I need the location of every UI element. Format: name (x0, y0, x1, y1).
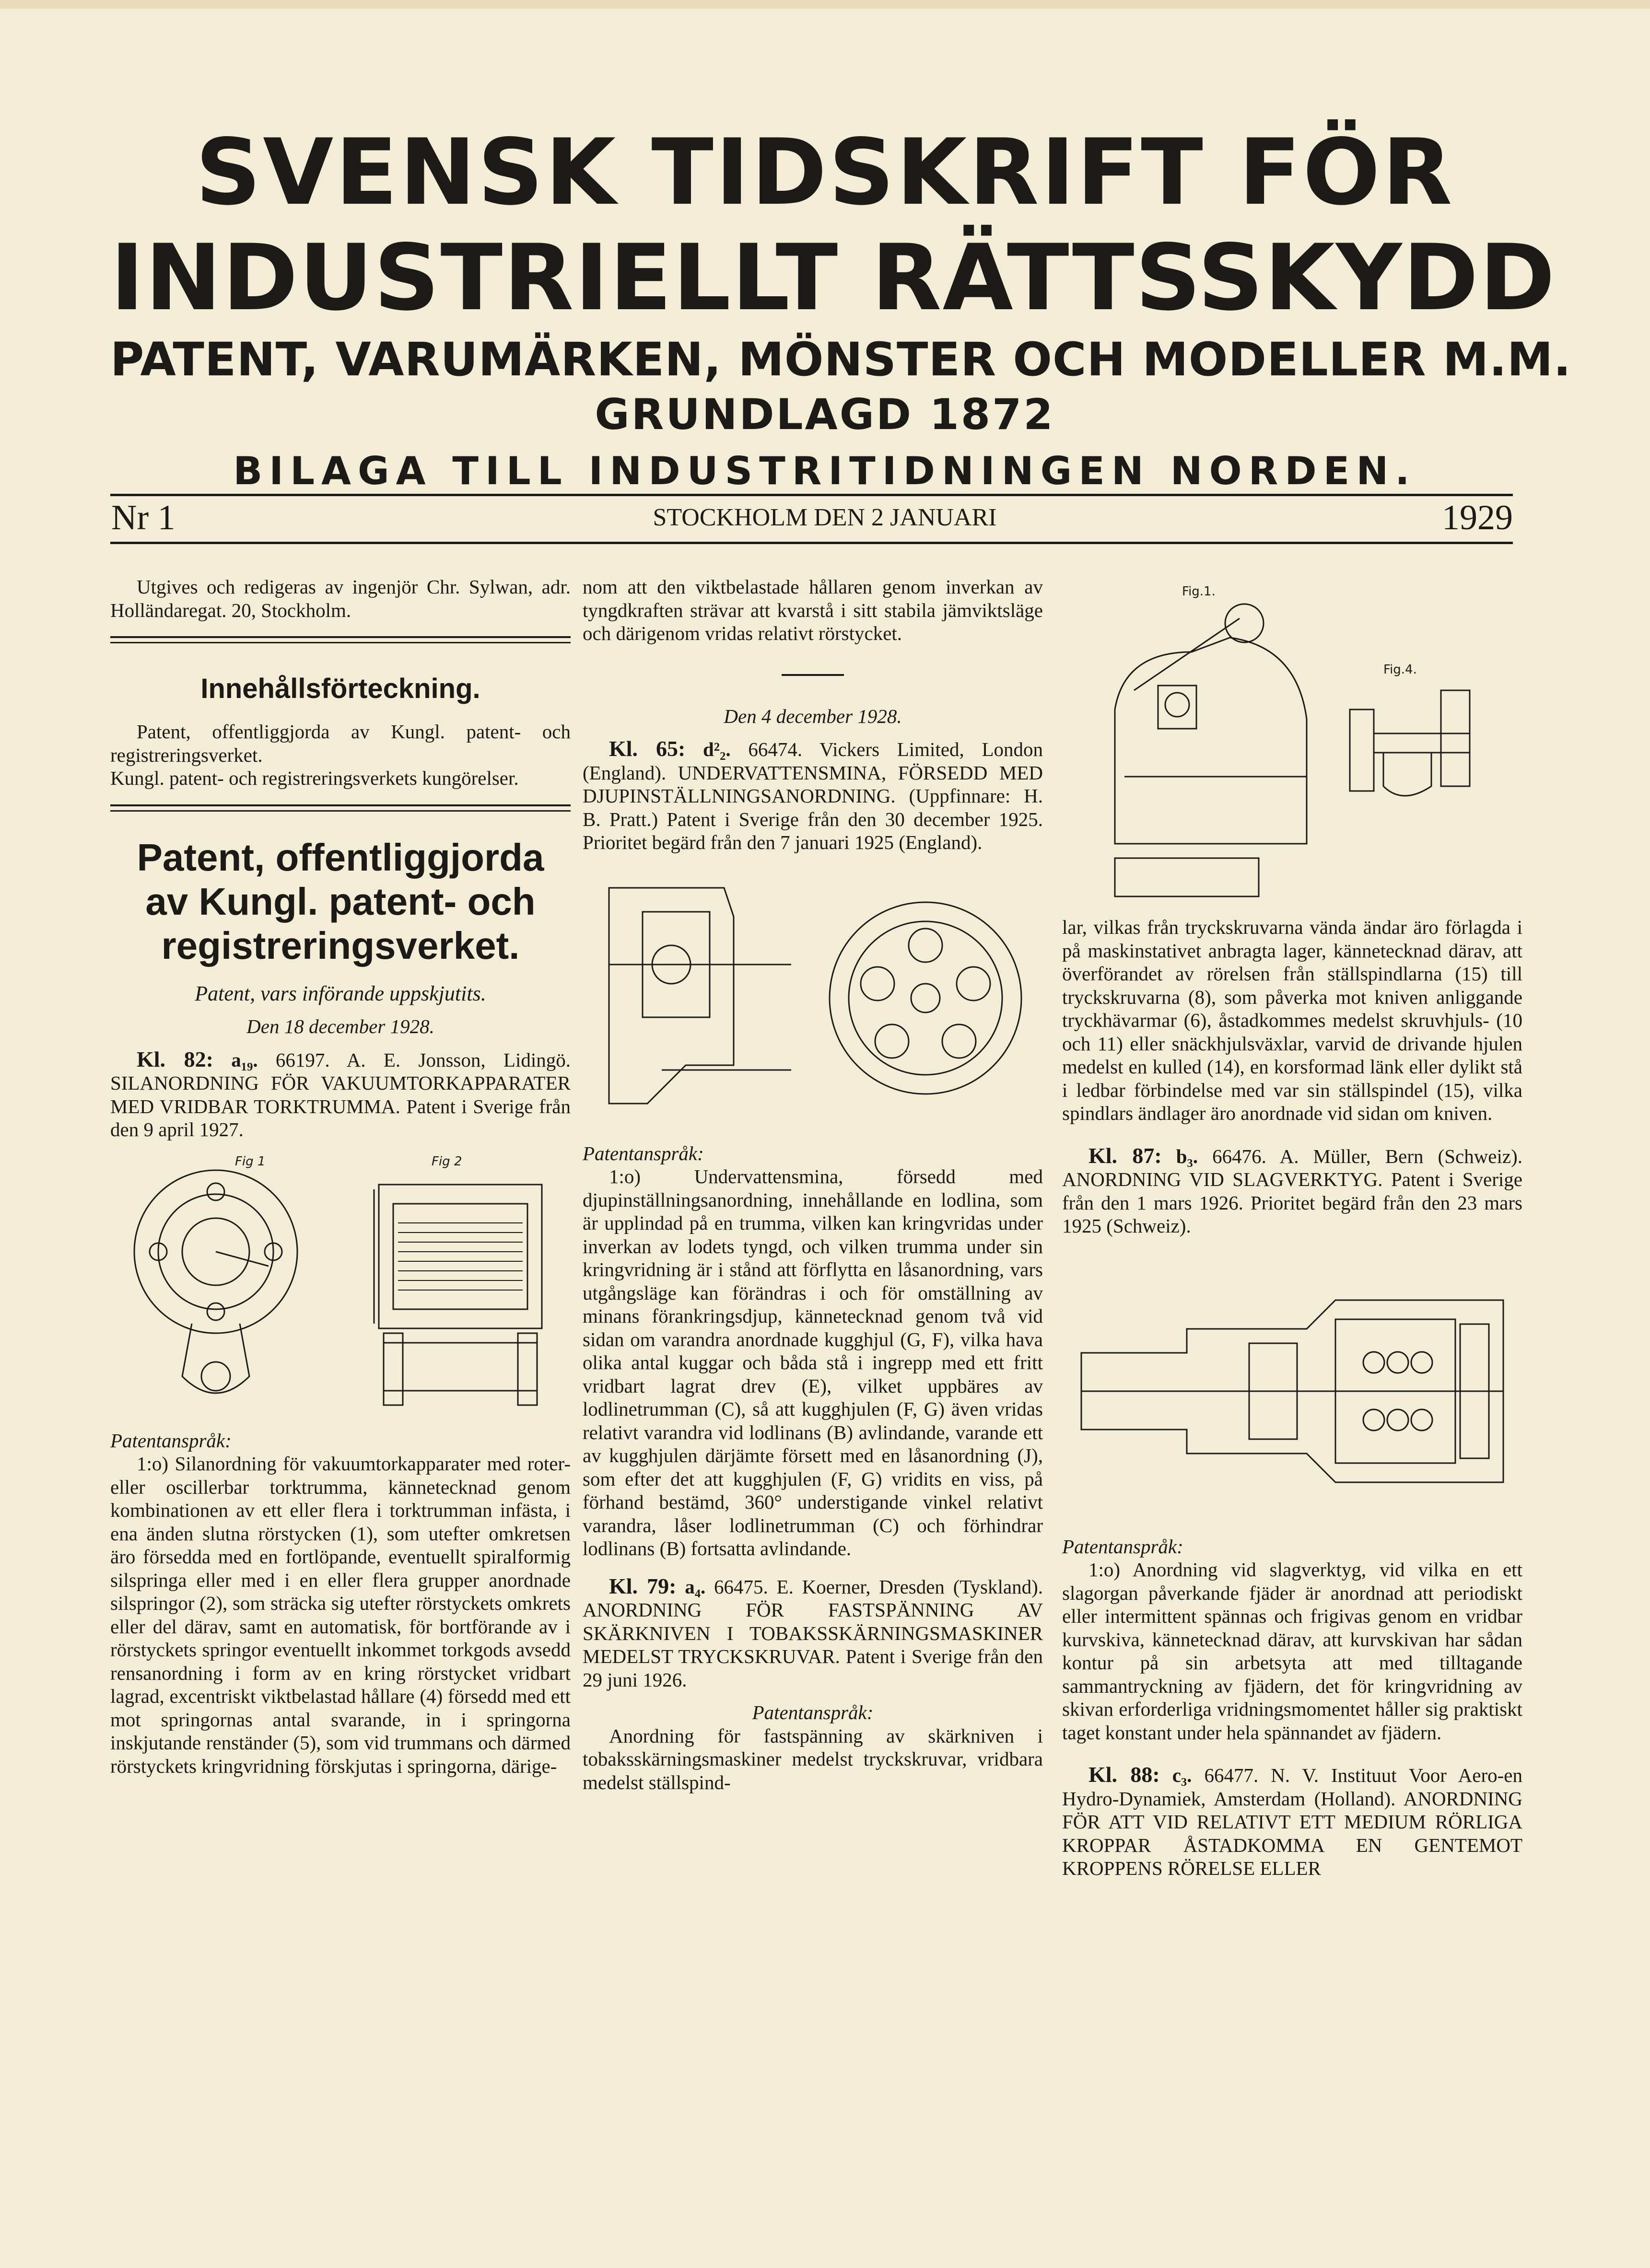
claims-heading: Patentanspråk: (583, 1142, 704, 1164)
figure-label: Fig.4. (1383, 663, 1417, 677)
issue-number: Nr 1 (111, 498, 176, 537)
patent-subclass: a₁₉. (231, 1048, 258, 1071)
vacuum-dryer-figure (125, 1151, 556, 1419)
patent-class: Kl. 87: (1088, 1143, 1162, 1168)
column-2 (583, 575, 1043, 1794)
percussion-tool-figure (1067, 1257, 1518, 1525)
date-heading: Den 18 december 1928. (246, 1015, 434, 1037)
issue-year: 1929 (1442, 498, 1513, 537)
section-heading-line3: registreringsverket. (161, 924, 520, 967)
section-heading-line1: Patent, offentliggjorda (137, 836, 544, 879)
column-1 (110, 575, 571, 1778)
patent-subclass: c₃. (1172, 1764, 1192, 1786)
toc-heading: Innehållsförteckning. (200, 673, 480, 704)
patent-entry-text: 66477. N. V. Instituut Voor Aero-en Hydro-Dynamiek, Amsterdam (Holland). ANORDNING FÖR ATT VID RELATIVT ETT MEDIUM RÖRLIGA KROPPAR ÅSTADKOMMA EN GENTEMOT KROPPENS RÖRELSE ELLER (1062, 1764, 1522, 1879)
date-heading: Den 4 december 1928. (724, 705, 902, 727)
patent-subclass: d²₂. (703, 738, 731, 760)
toc-item-1: Patent, offentliggjorda av Kungl. patent- och registreringsverket. (110, 721, 571, 766)
masthead-rule (110, 494, 1513, 496)
patent-subclass: b₃. (1176, 1145, 1198, 1167)
section-subheading: Patent, vars införande uppskjutits. (195, 981, 486, 1005)
figure-label: Fig.1. (1182, 584, 1216, 599)
patent-class: Kl. 88: (1088, 1762, 1160, 1787)
claims-text: 1:o) Undervattensmina, försedd med djupinställningsanordning, innehållande en lodlina, som är upplindad på en trumma, vilken kan kringvridas under inverkan av lodets tyngd, och vilken trumma under sin kringvridning är i stånd att förflytta en låsanordning, vars utgångsläge kan förändras i och för omställning av minans förankringsdjup, kännetecknad genom två vid sidan om varandra anordnade kugghjul (G, F), vilka hava olika antal kuggar och båda stå i ingrepp med ett fritt vridbart lagrat drev (E), vilket uppbäres av lodlinetrumman (C), så att kugghjulen (F, G) även vridas relativt varandra vid lodlinans (B) avlindande, varande ett av kugghjulen därjämte försett med en låsanordning (J), som efter det att kugghjulen (F, G) vridits en viss, på förhand bestämd, 360° understigande vinkel relativt varandra, låser lodlinetrumman (C) och förhindrar lodlinans (B) fortsatta avlindande. (583, 1165, 1043, 1559)
patent-class: Kl. 79: (609, 1573, 677, 1598)
patent-class: Kl. 65: (609, 736, 686, 761)
patent-subclass: a₄. (685, 1575, 706, 1598)
issue-place-date: STOCKHOLM DEN 2 JANUARI (653, 504, 997, 531)
underwater-mine-figure (590, 864, 1036, 1132)
claims-heading: Patentanspråk: (110, 1429, 232, 1452)
claims-text: 1:o) Anordning vid slagverktyg, vid vilka en ett slagorgan påverkande fjäder är anordnad att periodiskt eller intermittent spännas och frigivas genom en vridbar kurvskiva, kännetecknad därav, att kurvskivan har sådan kontur på sin arbetsyta att med tilltagande sammantryckning av fjädern, det för kringvridning av skivan erforderliga vridningsmomentet håller sig praktiskt taget konstant under hela spännandet av fjädern. (1062, 1559, 1522, 1744)
tobacco-cutter-figure (1067, 575, 1518, 911)
figure-label: Fig 1 (235, 1154, 266, 1169)
continued-text: lar, vilkas från tryckskruvarna vända ändar äro förlagda i på maskinstativet anbragta lager, kännetecknad därav, att överförandet av rörelsen från ställspindlarna (15) till tryckskruvarna (8), som påverka mot kniven anliggande tryckhävarmar (6), åstadkommes medelst skruvhjuls- (10 och 11) eller snäckhjulsväxlar, varvid de drivande hjulen medelst en kulled (14), en korsformad länk eller dylikt stå i ledbar förbindelse med var sin ställspindel (15), vilka spindlars ändlager äro anordnade vid sidan om kniven. (1062, 916, 1522, 1124)
claims-text: Anordning för fastspänning av skärkniven i tobaksskärningsmaskiner medelst tryckskruvar, vridbara medelst ställspind- (583, 1724, 1043, 1793)
masthead-subtitle: PATENT, VARUMÄRKEN, MÖNSTER OCH MODELLER M.M. (110, 333, 1571, 386)
patent-entry-text: 66476. A. Müller, Bern (Schweiz). ANORDNING VID SLAGVERKTYG. Patent i Sverige från den 1 mars 1926. Prioritet begärd från den 23 mars 1925 (Schweiz). (1062, 1145, 1522, 1237)
paper-edge (0, 0, 1650, 9)
continued-text: nom att den viktbelastade hållaren genom inverkan av tyngdkraften strävar att kvarstå i sitt stabila jämviktsläge och därigenom vridas relativt rörstycket. (583, 576, 1043, 644)
double-rule (110, 636, 571, 643)
patent-entry-text: 66475. E. Koerner, Dresden (Tyskland). ANORDNING FÖR FASTSPÄNNING AV SKÄRKNIVEN I TOBAKSSKÄRNINGSMASKINER MEDELST TRYCKSKRUVAR. Patent i Sverige från den 29 juni 1926. (583, 1575, 1043, 1691)
column-3 (1062, 575, 1522, 1880)
claims-text: 1:o) Silanordning för vakuumtorkapparater med roter- eller oscillerbar torktrumma, kännetecknad genom kombinationen av ett eller flera i torktrumman infästa, i ena änden slutna rörstycken (1), som utefter omkretsen äro försedda med en fortlöpande, eventuellt spiralformig silspringa eller med i en eller flera grupper anordnade silspringor (2), som sträcka sig utefter rörstyckets omkrets eller del därav, samt en automatisk, för bortförande av i rörstyckets springor eventuellt inkommet torkgods avsedd rensanordning i form av en kring rörstycket vridbart lagrad, excentriskt viktbelastad hållare (4) försedd med ett mot springornas antal svarande, in i springorna inskjutande renständer (5), som vid trummans och därmed rörstyckets kringvridning förskjutas i springorna, därige- (110, 1453, 571, 1777)
masthead-title-line2: INDUSTRIELLT RÄTTSSKYDD (110, 225, 1556, 331)
editor-note: Utgives och redigeras av ingenjör Chr. Sylwan, adr. Holländaregat. 20, Stockholm. (110, 576, 571, 621)
toc-item-2: Kungl. patent- och registreringsverkets kungörelser. (110, 767, 519, 789)
claims-heading: Patentanspråk: (752, 1701, 874, 1723)
figure-label: Fig 2 (432, 1154, 462, 1169)
masthead-title-line1: SVENSK TIDSKRIFT FÖR (195, 119, 1454, 225)
claims-heading: Patentanspråk: (1062, 1535, 1183, 1558)
patent-class: Kl. 82: (137, 1047, 213, 1071)
masthead-founded: GRUNDLAGD 1872 (595, 390, 1055, 439)
patent-entry-text: 66197. A. E. Jonsson, Lidingö. SILANORDNING FÖR VAKUUMTORKAPPARATER MED VRIDBAR TORKTRUMMA. Patent i Sverige från den 9 april 1927. (110, 1048, 571, 1140)
patent-entry-text: 66474. Vickers Limited, London (England). UNDERVATTENSMINA, FÖRSEDD MED DJUPINSTÄLLNINGSANORDNING. (Uppfinnare: H. B. Pratt.) Patent i Sverige från den 30 december 1925. Prioritet begärd från den 7 januari 1925 (England). (583, 738, 1043, 853)
section-heading-line2: av Kungl. patent- och (145, 880, 536, 923)
double-rule (110, 804, 571, 812)
masthead-supplement: BILAGA TILL INDUSTRITIDNINGEN NORDEN. (233, 449, 1416, 493)
issue-rule (110, 542, 1513, 544)
